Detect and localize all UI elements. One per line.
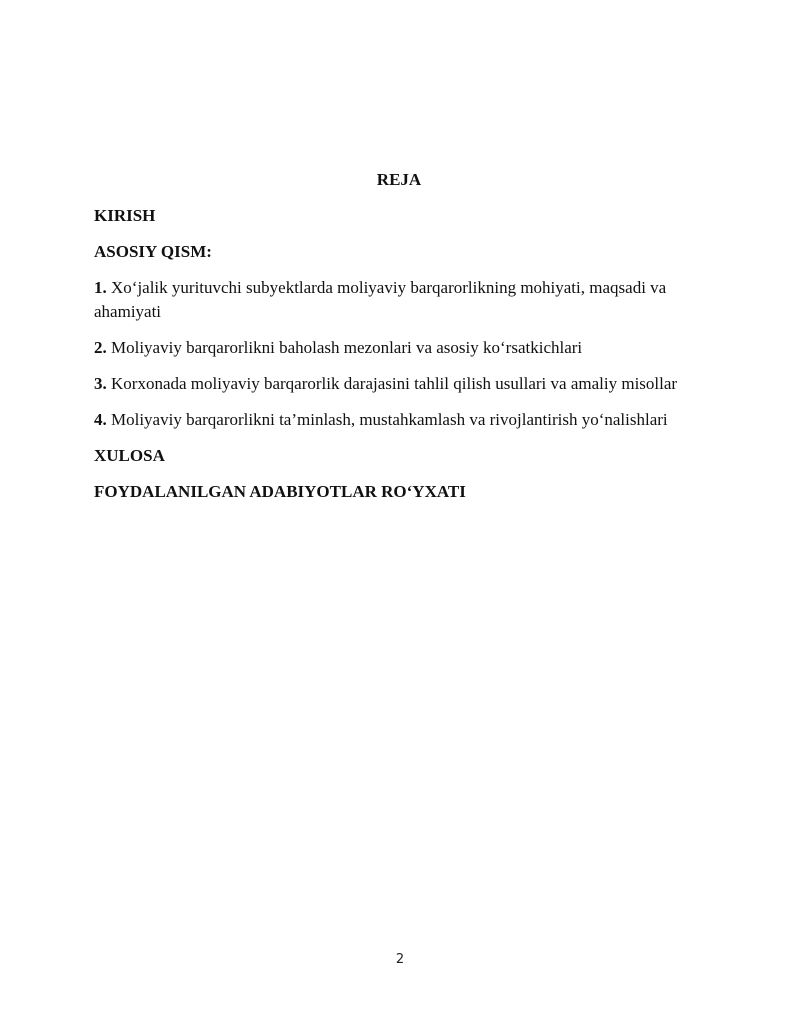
plan-item-text: Xo‘jalik yurituvchi subyektlarda moliyaviy barqarorlikning mohiyati, maqsadi va ahamiyati xyxy=(94,278,667,321)
plan-item-number: 2. xyxy=(94,338,107,357)
plan-item xyxy=(94,276,704,324)
plan-item-number: 3. xyxy=(94,374,107,393)
plan-item xyxy=(94,372,704,396)
conclusion-heading: XULOSA xyxy=(94,446,165,465)
plan-title: REJA xyxy=(376,170,422,189)
intro-heading: KIRISH xyxy=(94,206,156,225)
plan-item-number: 4. xyxy=(94,410,107,429)
plan-item xyxy=(94,408,704,432)
plan-item-text: Moliyaviy barqarorlikni ta’minlash, mustahkamlash va rivojlantirish yo‘nalishlari xyxy=(111,410,668,429)
page-number: 2 xyxy=(395,952,405,967)
plan-item xyxy=(94,336,704,360)
plan-item-text: Moliyaviy barqarorlikni baholash mezonlari va asosiy ko‘rsatkichlari xyxy=(111,338,583,357)
references-heading: FOYDALANILGAN ADABIYOTLAR RO‘YXATI xyxy=(94,482,466,501)
plan-item-number: 1. xyxy=(94,278,107,297)
plan-content xyxy=(94,168,704,516)
main-part-heading: ASOSIY QISM: xyxy=(94,242,212,261)
plan-item-text: Korxonada moliyaviy barqarorlik darajasini tahlil qilish usullari va amaliy misollar xyxy=(111,374,678,393)
